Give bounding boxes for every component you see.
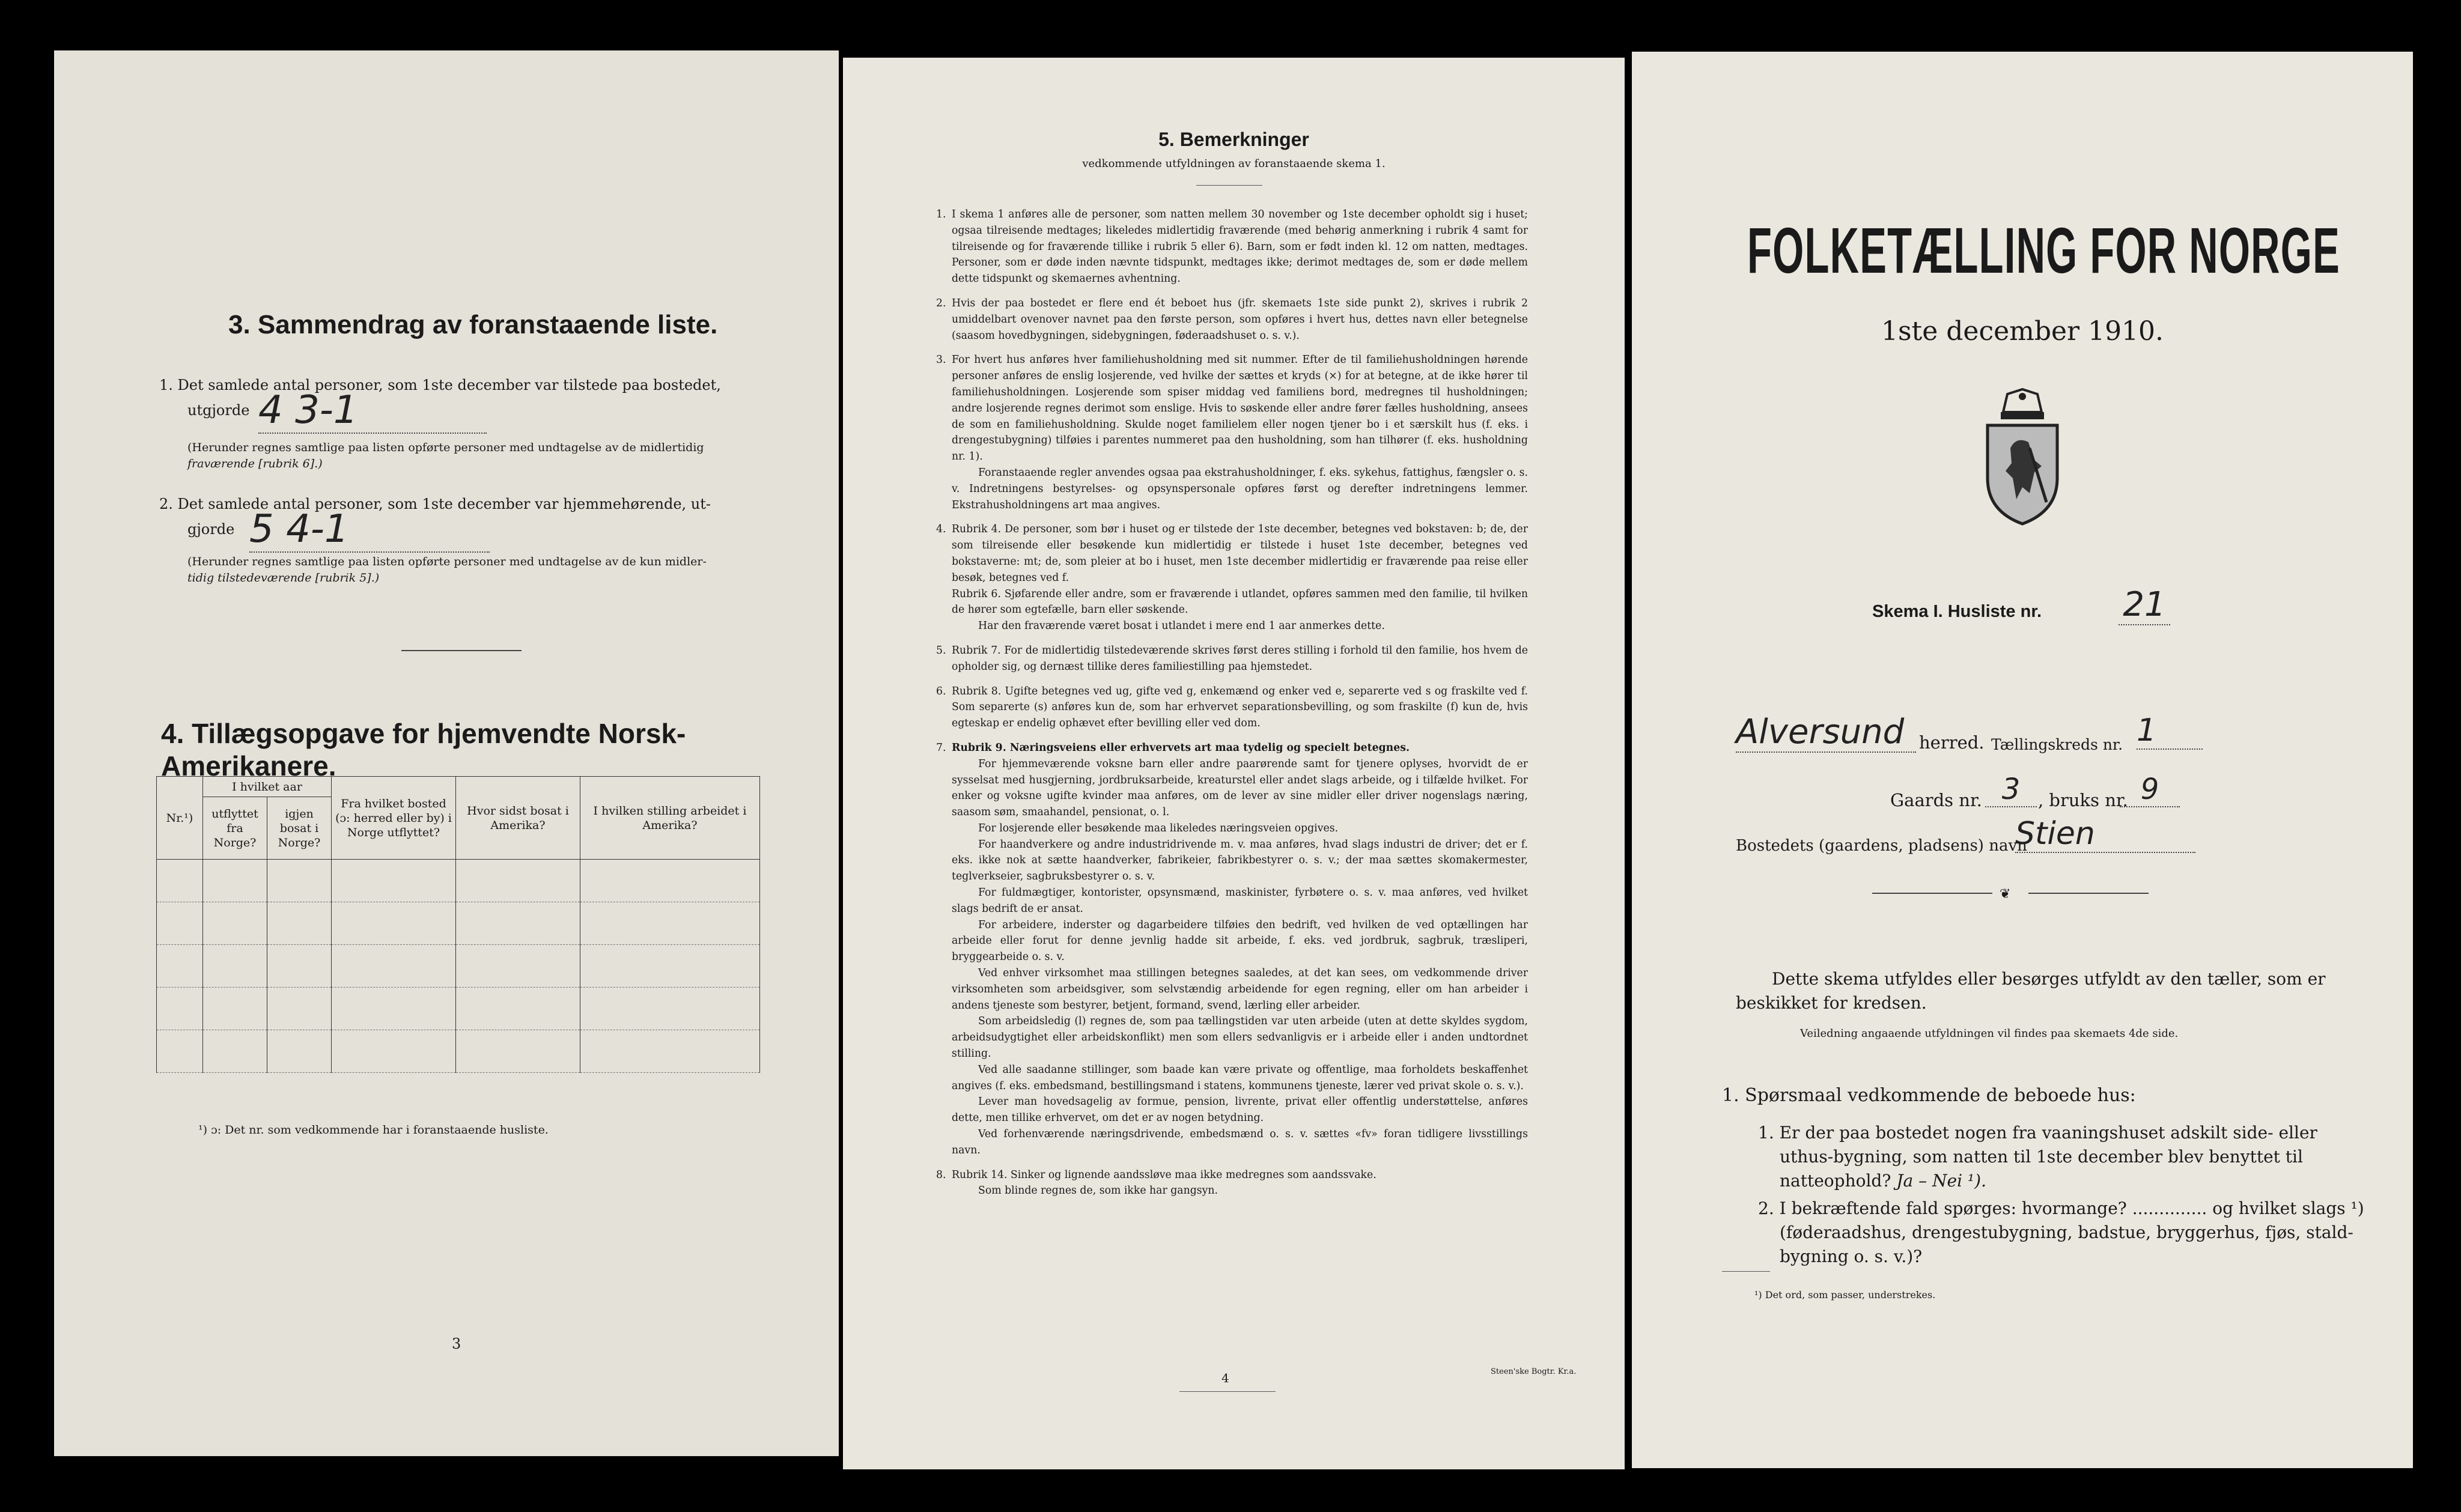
divider xyxy=(1722,1271,1770,1272)
question-1: 1. Er der paa bostedet nogen fra vaaningshuset adskilt side- eller uthus-bygning, som natten til 1ste december blev benyttet til natteophold? Ja – Nei ¹). xyxy=(1758,1123,2317,1191)
divider xyxy=(1872,893,1992,894)
q1-answer: Ja – Nei ¹). xyxy=(1896,1171,1986,1191)
right-footnote: ¹) Det ord, som passer, understrekes. xyxy=(1754,1289,1936,1301)
guide-note: Veiledning angaaende utfyldningen vil findes paa skemaets 4de side. xyxy=(1800,1027,2179,1040)
skema-label: Skema I. Husliste nr. xyxy=(1872,602,2042,621)
remarks-subheading: vedkommende utfyldningen av foranstaaende skema 1. xyxy=(1082,157,1386,170)
section3-item1: 1. Det samlede antal personer, som 1ste december var tilstede paa bostedet, xyxy=(159,377,721,393)
remarks-heading: 5. Bemerkninger xyxy=(1158,129,1309,150)
col-nr: Nr.¹) xyxy=(157,777,203,860)
col-igjen: igjen bosat i Norge? xyxy=(267,797,332,860)
item1-note: (Herunder regnes samtlige paa listen opførte personer med undtagelse av de midlertidig fraværende [rubrik 6].) xyxy=(187,441,704,470)
printer-mark: Steen'ske Bogtr. Kr.a. xyxy=(1491,1367,1577,1376)
form-title: FOLKETÆLLING FOR NORGE xyxy=(1747,214,2340,287)
norsk-amerikanere-table xyxy=(156,776,760,1073)
instruction: Dette skema utfyldes eller besørges utfyldt av den tæller, som er beskikket for kredsen. xyxy=(1736,969,2326,1013)
bosted-value: Stien xyxy=(2015,816,2195,853)
divider xyxy=(2028,893,2149,894)
herred-value: Alversund xyxy=(1736,712,1916,753)
page-number: 3 xyxy=(452,1335,461,1352)
remark-item-4: 4. Rubrik 4. De personer, som bør i huset og er tilstede der 1ste december, betegnes ved bokstaven: b; de, der som tilreisende eller besøkende kun midlertidig er tilstede i huset 1ste december, betegnes ved bokstaverne: mt; de, som pleier at bo i huset, men 1ste december midlertidig er fraværende paa reise eller besøk, betegnes ved f. Rubrik 6. Sjøfarende eller andre, som er fraværende i utlandet, opføres sammen med den familie, til hvilken de hører som egtefælle, barn eller søskende. Har den fraværende været bosat i utlandet i mere end 1 aar anmerkes dette. xyxy=(936,523,1528,633)
item2-prefix: gjorde xyxy=(187,521,235,538)
remark-item-5: 5. Rubrik 7. For de midlertidig tilstedeværende skrives først deres stilling i forhold til den familie, hos hvem de opholder sig, og dernæst tillike deres familiestilling paa hjemstedet. xyxy=(936,644,1528,673)
remark-item-8: 8. Rubrik 14. Sinker og lignende aandssløve maa ikke medregnes som aandssvake. Som blinde regnes de, som ikke har gangsyn. xyxy=(936,1168,1377,1197)
gaards-value: 3 xyxy=(1985,773,2037,807)
col-stilling: I hvilken stilling arbeidet i Amerika? xyxy=(580,777,760,860)
section4-heading: 4. Tillægsopgave for hjemvendte Norsk-Amerikanere. xyxy=(161,718,686,782)
table-footnote: ¹) ɔ: Det nr. som vedkommende har i foranstaaende husliste. xyxy=(198,1123,549,1137)
col-group: I hvilket aar xyxy=(203,777,332,797)
col-hvor: Hvor sidst bosat i Amerika? xyxy=(456,777,580,860)
kreds-label: Tællingskreds nr. xyxy=(1991,736,2123,753)
table-row xyxy=(157,860,760,902)
item1-handwritten-value: 4 3-1 xyxy=(258,388,487,434)
table-row xyxy=(157,988,760,1030)
divider xyxy=(401,650,522,651)
page-number: 4 xyxy=(1221,1371,1229,1385)
section3-item2: 2. Det samlede antal personer, som 1ste december var hjemmehørende, ut- xyxy=(159,496,711,512)
table-row xyxy=(157,1030,760,1073)
kreds-value: 1 xyxy=(2137,712,2203,750)
page-right xyxy=(1632,52,2413,1468)
remarks-list xyxy=(936,207,1528,1199)
col-fra: Fra hvilket bosted (ɔ: herred eller by) i Norge utflyttet? xyxy=(332,777,456,860)
page-left xyxy=(54,50,839,1456)
bosted-label: Bostedets (gaardens, pladsens) navn xyxy=(1736,837,2027,855)
ornament-icon: ❦ xyxy=(2000,887,2011,902)
divider xyxy=(1179,1391,1276,1392)
table-row xyxy=(157,902,760,945)
remark-item-7: 7. Rubrik 9. Næringsveiens eller erhvervets art maa tydelig og specielt betegnes. For hjemmeværende voksne barn eller andre paarørende samt for tjenere oplyses, hvorvidt de er sysselsat med husgjerning, jordbruksarbeide, kreaturstel eller andet slags arbeide, og i tilfælde hvilket. For enker og voksne ugifte kvinder maa anføres, om de lever av sine midler eller driver nogenslags næring, saasom søm, smaahandel, pensionat, o. l. For losjerende eller besøkende maa likeledes næringsveien opgives. For haandverkere og andre industridrivende m. v. maa anføres, hvad slags industri de driver; det er f. eks. ikke nok at sætte haandverker, fabrikeier, fabrikbestyrer o. s. v.; der maa sættes skomakermester, teglverkseier, sagbruksbestyrer o. s. v. For fuldmægtiger, kontorister, opsynsmænd, maskinister, fyrbøtere o. s. v. maa anføres, ved hvilket slags bedrift de er ansat. For arbeidere, inderster og dagarbeidere tilføies den bedrift, ved hvilken de ved optællingen har arbeide eller forut for denne jevnlig hadde sit arbeide, f. eks. ved jordbruk, sagbruk, træsliperi, bryggearbeide o. s. v. Ved enhver virksomhet maa stillingen betegnes saaledes, at det kan sees, om vedkommende driver virksomheten som arbeidsgiver, som selvstændig arbeidende for egen regning, eller om han arbeider i andens tjeneste som bestyrer, betjent, formand, svend, lærling eller arbeider. Som arbeidsledig (l) regnes de, som paa tællingstiden var uten arbeide (uten at dette skyldes sygdom, arbeidsudygtighet eller arbeidskonflikt) men som ellers sedvanligvis er i arbeide eller i anden undtordnet stilling. Ved alle saadanne stillinger, som baade kan være private og offentlige, maa forholdets beskaffenhet angives (f. eks. embedsmand, bestillingsmand i statens, kommunens tjeneste, lærer ved privat skole o. s. v.). Lever man hovedsagelig av formue, pension, livrente, privat eller offentlig understøttelse, anføres dette, men tillike erhvervet, om det er av nogen betydning. Ved forhenværende næringsdrivende, embedsmænd o. s. v. sættes «fv» foran tidligere livsstillings navn. xyxy=(936,741,1528,1156)
section3-heading: 3. Sammendrag av foranstaaende liste. xyxy=(228,310,718,339)
remark-item-3: 3. For hvert hus anføres hver familiehusholdning med sit nummer. Efter de til familiehusholdningen hørende personer anføres de enslig losjerende, ved hvilke der sættes et kryds (×) for at betegne, at de ikke hører til familiehusholdningen. Losjerende som spiser middag ved familiens bord, medregnes til husholdningen; andre losjerende regnes derimot som enslige. Hvis to søskende eller andre fører fælles husholdning, ansees de som en familiehusholdning. Skulde noget familielem eller nogen tjener bo i et særskilt hus (f. eks. i drengestubygning) tilføies i parentes nummeret paa den husholdning, som han tilhører (f. eks. husholdning nr. 1). Foranstaaende regler anvendes ogsaa paa ekstrahusholdninger, f. eks. sykehus, fattighus, fængsler o. s. v. Indretningens bestyrelses- og opsynspersonale opføres først og derefter indretningens lemmer. Ekstrahusholdningens art maa angives. xyxy=(936,354,1528,511)
table-row xyxy=(157,945,760,988)
form-date: 1ste december 1910. xyxy=(1881,316,2164,347)
question-2: 2. I bekræftende fald spørges: hvormange? .............. og hvilket slags ¹) (føderaadshus, drengestubygning, badstue, bryggerhus, fjøs, stald- bygning o. s. v.)? xyxy=(1758,1198,2364,1266)
remark-item-2: 2. Hvis der paa bostedet er flere end ét beboet hus (jfr. skemaets 1ste side punkt 2), skrives i rubrik 2 umiddelbart ovenover navnet paa den første person, som opføres i hvert hus, dettes navn eller betegnelse (saasom hovedbygningen, sidebygningen, føderaadshuset o. s. v.). xyxy=(936,297,1528,342)
item2-handwritten-value: 5 4-1 xyxy=(249,507,490,553)
remark-item-1: 1. I skema 1 anføres alle de personer, som natten mellem 30 november og 1ste december opholdt sig i huset; ogsaa tilreisende medtages; likeledes midlertidig fraværende (med behørig anmerkning i rubrik 4 samt for tilreisende og for fraværende tillike i rubrik 5 eller 6). Barn, som er født inden kl. 12 om natten, medtages. Personer, som er døde inden nævnte tidspunkt, medtages ikke; derimot medtages de, som er døde mellem dette tidspunkt og skemaernes avhentning. xyxy=(936,208,1528,285)
col-utflyttet: utflyttet fra Norge? xyxy=(203,797,267,860)
coat-of-arms-icon xyxy=(1974,388,2070,526)
bruks-label: , bruks nr. xyxy=(2038,790,2128,810)
herred-label: herred. xyxy=(1919,732,1985,753)
item2-note: (Herunder regnes samtlige paa listen opførte personer med undtagelse av de kun midler- tidig tilstedeværende [rubrik 5].) xyxy=(187,555,707,584)
bruks-value: 9 xyxy=(2120,773,2180,807)
page-middle xyxy=(843,58,1625,1469)
divider xyxy=(1196,185,1262,186)
husliste-nr-value: 21 xyxy=(2119,585,2170,625)
gaards-label: Gaards nr. xyxy=(1890,790,1982,810)
questions-heading: 1. Spørsmaal vedkommende de beboede hus: xyxy=(1722,1085,2136,1106)
item1-prefix: utgjorde xyxy=(187,402,250,419)
remark-item-6: 6. Rubrik 8. Ugifte betegnes ved ug, gifte ved g, enkemænd og enker ved e, separerte ved s og fraskilte ved f. Som separerte (s) anføres kun de, som har erhvervet separationsbevilling, og som fraskilte (f) kun de, hvis egteskap er endelig ophævet efter bevilling eller ved dom. xyxy=(936,685,1528,730)
